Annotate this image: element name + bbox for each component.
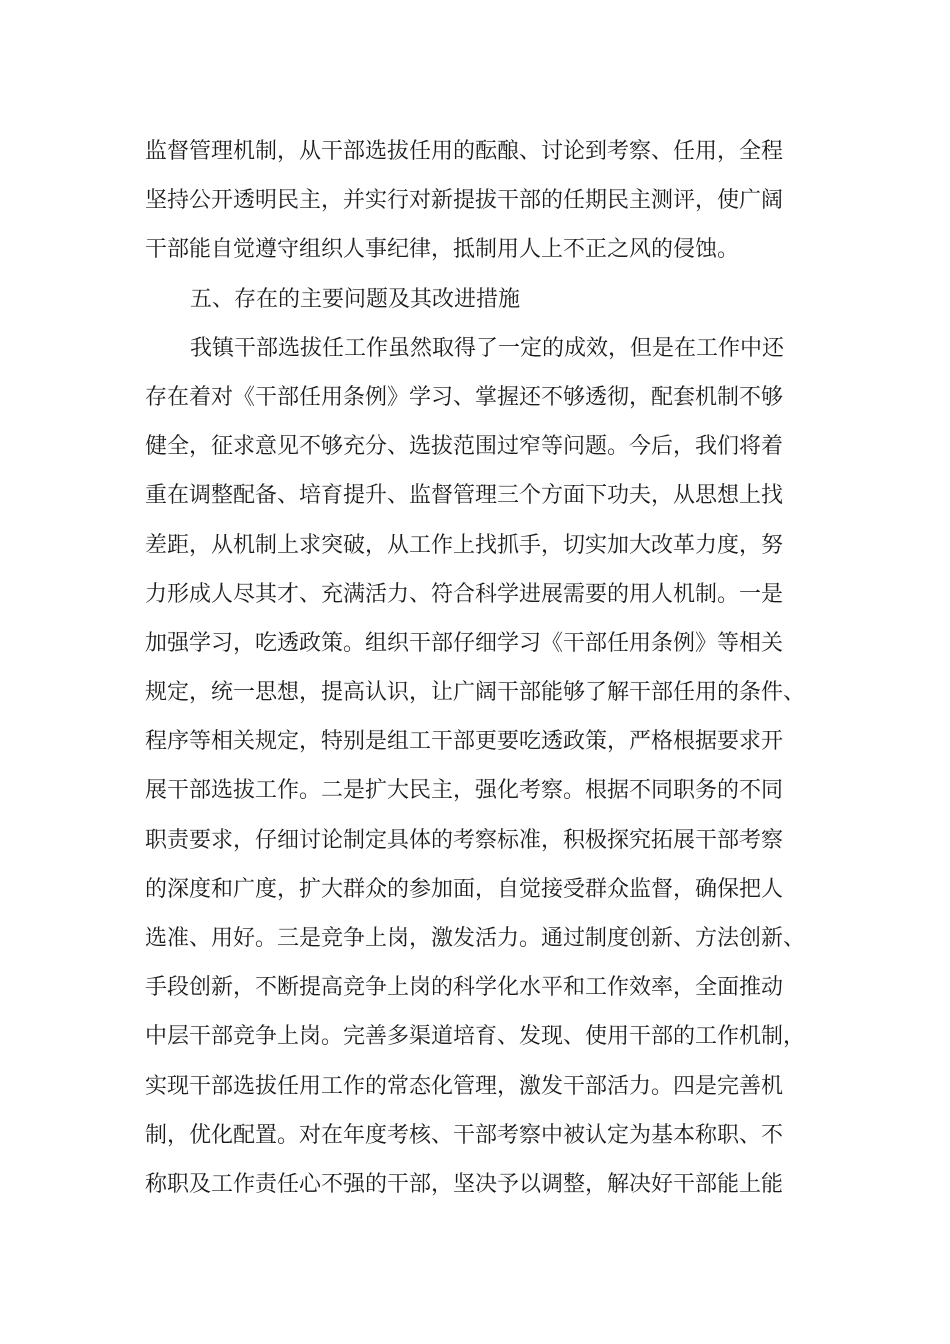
- text-line: 重在调整配备、培育提升、监督管理三个方面下功夫，从思想上找: [145, 483, 784, 509]
- text-line: 手段创新，不断提高竞争上岗的科学化水平和工作效率，全面推动: [145, 975, 784, 1001]
- text-line: 程序等相关规定，特别是组工干部更要吃透政策，严格根据要求开: [145, 729, 784, 755]
- section-heading: 五、存在的主要问题及其改进措施: [190, 286, 521, 312]
- text-line: 选准、用好。三是竞争上岗，激发活力。通过制度创新、方法创新、: [145, 926, 806, 951]
- text-line: 干部能自觉遵守组织人事纪律，抵制用人上不正之风的侵蚀。: [145, 237, 740, 263]
- text-line: 监督管理机制，从干部选拔任用的酝酿、讨论到考察、任用，全程: [145, 139, 784, 164]
- text-line: 称职及工作责任心不强的干部，坚决予以调整，解决好干部能上能: [145, 1171, 784, 1197]
- text-line: 加强学习，吃透政策。组织干部仔细学习《干部任用条例》等相关: [145, 630, 784, 656]
- text-line: 力形成人尽其才、充满活力、符合科学进展需要的用人机制。一是: [145, 581, 784, 607]
- text-line: 健全，征求意见不够充分、选拔范围过窄等问题。今后，我们将着: [145, 434, 784, 460]
- text-line: 坚持公开透明民主，并实行对新提拔干部的任期民主测评，使广阔: [145, 188, 784, 214]
- text-line: 的深度和广度，扩大群众的参加面，自觉接受群众监督，确保把人: [145, 876, 784, 902]
- text-line: 展干部选拔工作。二是扩大民主，强化考察。根据不同职务的不同: [145, 778, 784, 804]
- text-line: 制，优化配置。对在年度考核、干部考察中被认定为基本称职、不: [145, 1122, 784, 1148]
- text-line: 差距，从机制上求突破，从工作上找抓手，切实加大改革力度，努: [145, 532, 784, 558]
- text-line: 我镇干部选拔任工作虽然取得了一定的成效，但是在工作中还: [190, 335, 785, 361]
- text-line: 职责要求，仔细讨论制定具体的考察标准，积极探究拓展干部考察: [145, 827, 784, 853]
- text-line: 存在着对《干部任用条例》学习、掌握还不够透彻，配套机制不够: [145, 384, 784, 410]
- text-line: 规定，统一思想，提高认识，让广阔干部能够了解干部任用的条件、: [145, 680, 806, 706]
- text-line: 实现干部选拔任用工作的常态化管理，激发干部活力。四是完善机: [145, 1073, 784, 1099]
- body-text: [145, 127, 825, 1209]
- text-line: 中层干部竞争上岗。完善多渠道培育、发现、使用干部的工作机制，: [145, 1024, 806, 1050]
